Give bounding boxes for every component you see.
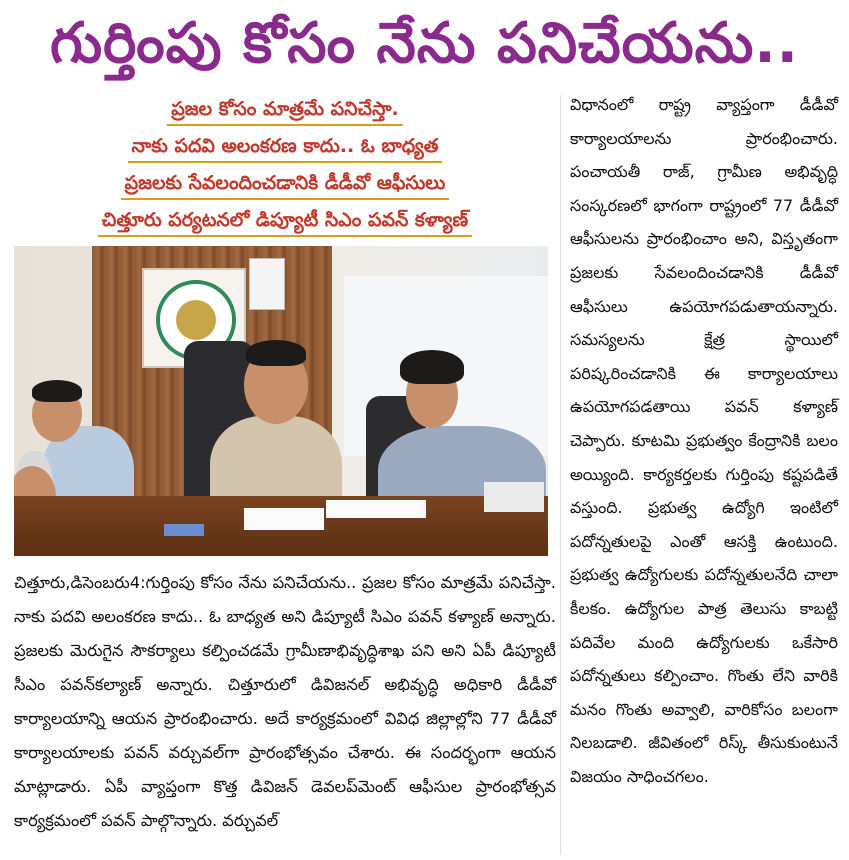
left-column (14, 88, 556, 838)
deputy-cm-hair (246, 340, 306, 366)
subheading-2: నాకు పదవి అలంకరణ కాదు.. ఓ బాధ్యత (128, 133, 443, 163)
paper-2 (326, 500, 426, 518)
official-right-hair (400, 350, 464, 384)
paper-1 (244, 508, 324, 530)
subheading-3: ప్రజలకు సేవలందించడానికి డీడీవో ఆఫీసులు (121, 170, 450, 200)
subheadings (14, 88, 556, 240)
right-column (570, 88, 838, 793)
switchboard (249, 258, 285, 310)
nameplate (484, 482, 544, 512)
person-left-hair (32, 380, 82, 402)
notepad (164, 524, 204, 536)
headline: గుర్తింపు కోసం నేను పనిచేయను.. (50, 11, 799, 76)
article-body-right: విధానంలో రాష్ట్ర వ్యాప్తంగా డీడీవో కార్యాలయాలను ప్రారంభించారు. పంచాయతీ రాజ్, గ్రామీణ అభివృద్ధి సంస్కరణలో భాగంగా రాష్ట్రంలో 77 డీడీవో ఆఫీసులను ప్రారంభించాం అని, విస్తృతంగా ప్రజలకు సేవలందించడానికి డీడీవో ఆఫీసులు ఉపయోగపడుతాయన్నారు. సమస్యలను క్షేత్ర స్థాయిలో పరిష్కరించడానికి ఈ కార్యాలయాలు ఉపయోగపడతాయి పవన్ కళ్యాణ్ చెప్పారు. కూటమి ప్రభుత్వం కేంద్రానికి బలం అయ్యింది. కార్యకర్తలకు గుర్తింపు కష్టపడితే వస్తుంది. ప్రభుత్వ ఉద్యోగి ఇంటిలో పదోన్నతులపై ఎంతో ఆసక్తి ఉంటుంది. ప్రభుత్వ ఉద్యోగులకు పదోన్నతులనేది చాలా కీలకం. ఉద్యోగుల పాత్ర తెలుసు కాబట్టి పదివేల మంది ఉద్యోగులకు ఒకేసారి పదోన్నతులు కల్పించాం. గొంతు లేని వారికి మనం గొంతు అవ్వాలి, వారికోసం బలంగా నిలబడాలి. జీవితంలో రిస్క్ తీసుకుంటునే విజయం సాధించగలం. (570, 95, 838, 786)
subheading-1: ప్రజల కోసం మాత్రమే పనిచేస్తా. (167, 96, 403, 126)
column-divider (560, 95, 561, 855)
news-photo (14, 246, 548, 556)
subheading-4: చిత్తూరు పర్యటనలో డిప్యూటీ సిఎం పవన్ కళ్యాణ్ (98, 207, 472, 237)
article-body-left: చిత్తూరు,డిసెంబరు4:గుర్తింపు కోసం నేను పనిచేయను.. ప్రజల కోసం మాత్రమే పనిచేస్తా. నాకు పదవి అలంకరణ కాదు.. ఓ బాధ్యత అని డిప్యూటీ సిఎం పవన్ కళ్యాణ్ అన్నారు. ప్రజలకు మెరుగైన సౌకర్యాలు కల్పించడమే గ్రామీణాభివృద్ధిశాఖ పని అని ఏపీ డిప్యూటీ సీఎం పవన్‌కల్యాణ్ అన్నారు. చిత్తూరులో డివిజనల్ అభివృద్ధి అధికారి డీడీవో కార్యాలయాన్ని ఆయన ప్రారంభించారు. అదే కార్యక్రమంలో వివిధ జిల్లాల్లోని 77 డీడీవో కార్యాలయాలకు పవన్ వర్చువల్‌గా ప్రారంభోత్సవం చేశారు. ఈ సందర్భంగా ఆయన మాట్లాడారు. ఏపీ వ్యాప్తంగా కొత్త డివిజన్ డెవలప్‌మెంట్ ఆఫీసుల ప్రారంభోత్సవ కార్యక్రమంలో పవన్ పాల్గొన్నారు. వర్చువల్ (14, 573, 556, 830)
